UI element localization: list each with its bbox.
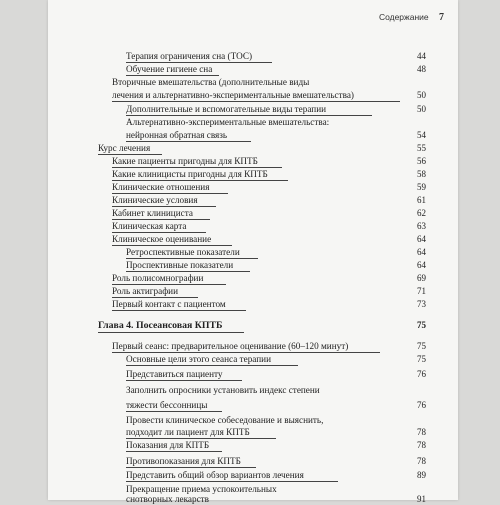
header-section: Содержание	[378, 12, 429, 22]
header-page-number: 7	[439, 12, 444, 23]
book-page: Содержание 7 Терапия ограничения сна (ТОС) 44 Обучение гигиене сна 48 Вторичные вмешательства (дополнительные виды лечения и альтернативно-экспериментальные вмешательства) 50 Дополнительные и вспомогательные виды терапии 50 Альтернативно-экспериментальные вмешательства: нейронная обратная связь 54 Курс лечения 55 Какие пациенты пригодны для КПТБ 56 Какие клиницисты пригодны для КПТБ 58 Клинические отношения 59 Клинические условия 61 Кабинет клинициста 62 Клиническая карта 63 Клиническое оценивание 64 Ретроспективные показатели 64 Проспективные показатели 64 Роль полисомнографии 69 Роль актиграфии 71 Первый контакт с пациентом 73 Глава 4. Посеансовая КПТБ 75 Первый сеанс: предварительное оценивание (60–120 минут) 75 Основные цели этого сеанса терапии 75 Представиться пациенту 76 Заполнить опросники установить индекс степени тяжести бессонницы 76 Провести клиническое собеседование и выяснить, подходит ли пациент для КПТБ 78 Показания для КПТБ 78 Противопоказания для КПТБ 78 Представить общий обзор вариантов лечения 89 Прекращение приема успокоительных снотворных лекарств 91	[48, 0, 458, 500]
running-header	[379, 12, 444, 23]
